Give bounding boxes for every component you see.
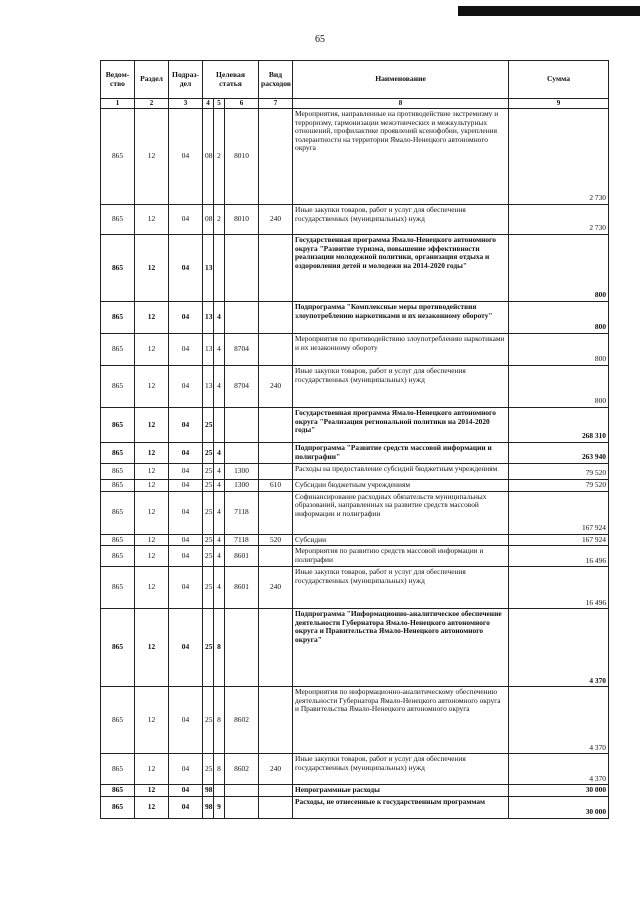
cell-razdel: 12 [135, 464, 169, 480]
cell-target-code [225, 796, 259, 818]
cell-ved: 865 [101, 785, 135, 797]
cell-expense-type [259, 796, 293, 818]
cell-target-code: 8010 [225, 109, 259, 205]
cell-target-subprogram: 4 [214, 480, 225, 492]
cell-name: Иные закупки товаров, работ и услуг для обеспечения государственных (муниципальных) нужд [293, 567, 509, 609]
cell-razdel: 12 [135, 109, 169, 205]
table-row [101, 491, 609, 534]
cell-ved: 865 [101, 109, 135, 205]
cell-name: Мероприятия по развитию средств массовой информации и полиграфии [293, 546, 509, 567]
table-row [101, 609, 609, 687]
cell-target-code: 1300 [225, 480, 259, 492]
cell-podrazdel: 04 [169, 443, 203, 464]
cell-name: Государственная программа Ямало-Ненецкого автономного округа "Развитие туризма, повышение эффективности реализации молодежной политики, организация отдыха и оздоровления детей и молодежи на 2014-2020 годы" [293, 235, 509, 302]
page-number: 65 [315, 34, 325, 45]
cell-sum: 800 [509, 302, 609, 334]
cell-podrazdel: 04 [169, 796, 203, 818]
cell-expense-type: 240 [259, 754, 293, 785]
cell-podrazdel: 04 [169, 302, 203, 334]
cell-podrazdel: 04 [169, 366, 203, 408]
cell-target-subprogram: 4 [214, 366, 225, 408]
cell-target-code: 8010 [225, 205, 259, 235]
cell-podrazdel: 04 [169, 334, 203, 366]
cell-target-program: 25 [203, 408, 214, 443]
cell-name: Иные закупки товаров, работ и услуг для обеспечения государственных (муниципальных) нужд [293, 205, 509, 235]
cell-target-subprogram: 9 [214, 796, 225, 818]
cell-target-code [225, 609, 259, 687]
cell-ved: 865 [101, 408, 135, 443]
cell-podrazdel: 04 [169, 408, 203, 443]
table-row [101, 302, 609, 334]
cell-target-program: 25 [203, 534, 214, 546]
cell-ved: 865 [101, 546, 135, 567]
cell-sum: 4 370 [509, 754, 609, 785]
cell-sum: 2 730 [509, 109, 609, 205]
col-number: 2 [135, 99, 169, 109]
table-body [101, 109, 609, 819]
cell-expense-type [259, 609, 293, 687]
table-row [101, 687, 609, 754]
cell-target-program: 98 [203, 796, 214, 818]
cell-target-code: 7118 [225, 491, 259, 534]
cell-sum: 2 730 [509, 205, 609, 235]
cell-sum: 800 [509, 334, 609, 366]
cell-razdel: 12 [135, 785, 169, 797]
cell-target-code: 8601 [225, 567, 259, 609]
cell-target-subprogram: 4 [214, 464, 225, 480]
cell-ved: 865 [101, 567, 135, 609]
table-row [101, 366, 609, 408]
cell-target-subprogram: 4 [214, 491, 225, 534]
cell-sum: 800 [509, 235, 609, 302]
cell-target-program: 13 [203, 334, 214, 366]
cell-name: Подпрограмма "Информационно-аналитическое обеспечение деятельности Губернатора Ямало-Ненецкого автономного округа и Правительства Ямало-Ненецкого автономного округа" [293, 609, 509, 687]
cell-ved: 865 [101, 754, 135, 785]
cell-name: Подпрограмма "Комплексные меры противодействия злоупотреблению наркотиками и их незаконному обороту" [293, 302, 509, 334]
table-row [101, 408, 609, 443]
cell-target-subprogram: 4 [214, 567, 225, 609]
cell-target-program: 25 [203, 754, 214, 785]
cell-expense-type [259, 464, 293, 480]
budget-table [100, 60, 609, 819]
table-row [101, 534, 609, 546]
cell-ved: 865 [101, 534, 135, 546]
cell-podrazdel: 04 [169, 480, 203, 492]
cell-target-code: 8601 [225, 546, 259, 567]
cell-name: Государственная программа Ямало-Ненецкого автономного округа "Реализация региональной политики на 2014-2020 годы" [293, 408, 509, 443]
cell-target-program: 25 [203, 464, 214, 480]
cell-ved: 865 [101, 334, 135, 366]
cell-name: Субсидии [293, 534, 509, 546]
cell-ved: 865 [101, 464, 135, 480]
cell-podrazdel: 04 [169, 235, 203, 302]
cell-sum: 16 496 [509, 567, 609, 609]
table-row [101, 205, 609, 235]
cell-sum: 30 000 [509, 785, 609, 797]
cell-target-code: 8704 [225, 334, 259, 366]
col-number: 3 [169, 99, 203, 109]
cell-name: Мероприятия по информационно-аналитическому обеспечению деятельности Губернатора Ямало-Ненецкого автономного округа и Правительства Ямало-Ненецкого автономного округа [293, 687, 509, 754]
cell-target-code: 1300 [225, 464, 259, 480]
cell-target-program: 13 [203, 366, 214, 408]
cell-target-subprogram: 2 [214, 109, 225, 205]
cell-podrazdel: 04 [169, 534, 203, 546]
cell-name: Софинансирование расходных обязательств муниципальных образований, направленных на развитие средств массовой информации и полиграфии [293, 491, 509, 534]
cell-razdel: 12 [135, 334, 169, 366]
cell-target-code: 8602 [225, 687, 259, 754]
cell-ved: 865 [101, 443, 135, 464]
cell-target-program: 08 [203, 109, 214, 205]
cell-razdel: 12 [135, 366, 169, 408]
cell-name: Расходы на предоставление субсидий бюджетным учреждениям [293, 464, 509, 480]
cell-expense-type [259, 235, 293, 302]
cell-ved: 865 [101, 687, 135, 754]
cell-target-code: 8704 [225, 366, 259, 408]
cell-ved: 865 [101, 205, 135, 235]
cell-razdel: 12 [135, 480, 169, 492]
cell-razdel: 12 [135, 534, 169, 546]
cell-target-program: 13 [203, 235, 214, 302]
cell-razdel: 12 [135, 609, 169, 687]
cell-target-subprogram [214, 235, 225, 302]
col-header-sum: Сумма [509, 61, 609, 99]
cell-razdel: 12 [135, 491, 169, 534]
cell-podrazdel: 04 [169, 546, 203, 567]
table-row [101, 480, 609, 492]
col-number: 5 [214, 99, 225, 109]
cell-target-code: 7118 [225, 534, 259, 546]
cell-expense-type: 240 [259, 205, 293, 235]
cell-target-subprogram: 8 [214, 609, 225, 687]
cell-expense-type: 240 [259, 366, 293, 408]
cell-razdel: 12 [135, 443, 169, 464]
cell-ved: 865 [101, 235, 135, 302]
cell-sum: 79 520 [509, 464, 609, 480]
scan-mark [458, 6, 640, 16]
cell-name: Непрограммные расходы [293, 785, 509, 797]
cell-podrazdel: 04 [169, 109, 203, 205]
cell-podrazdel: 04 [169, 785, 203, 797]
cell-sum: 263 940 [509, 443, 609, 464]
cell-name: Субсидии бюджетным учреждениям [293, 480, 509, 492]
cell-expense-type [259, 546, 293, 567]
cell-razdel: 12 [135, 408, 169, 443]
cell-name: Иные закупки товаров, работ и услуг для обеспечения государственных (муниципальных) нужд [293, 754, 509, 785]
cell-name: Мероприятия, направленные на противодействие экстремизму и терроризму, гармонизации межэтнических и межкультурных отношений, профилактике проявлений ксенофобии, укрепления толерантности на территории Ямало-Ненецкого автономного округа [293, 109, 509, 205]
cell-razdel: 12 [135, 687, 169, 754]
cell-name: Расходы, не отнесенные к государственным программам [293, 796, 509, 818]
cell-razdel: 12 [135, 302, 169, 334]
cell-expense-type [259, 408, 293, 443]
cell-podrazdel: 04 [169, 205, 203, 235]
cell-target-program: 25 [203, 567, 214, 609]
cell-target-subprogram: 8 [214, 687, 225, 754]
cell-podrazdel: 04 [169, 491, 203, 534]
cell-ved: 865 [101, 480, 135, 492]
cell-sum: 16 496 [509, 546, 609, 567]
table-row [101, 796, 609, 818]
table-row [101, 464, 609, 480]
cell-ved: 865 [101, 366, 135, 408]
col-number: 7 [259, 99, 293, 109]
cell-target-subprogram: 4 [214, 534, 225, 546]
cell-ved: 865 [101, 491, 135, 534]
header-row [101, 61, 609, 99]
cell-target-subprogram [214, 785, 225, 797]
cell-razdel: 12 [135, 567, 169, 609]
cell-target-subprogram: 4 [214, 443, 225, 464]
cell-target-program: 25 [203, 546, 214, 567]
cell-podrazdel: 04 [169, 687, 203, 754]
table-row [101, 235, 609, 302]
cell-target-code: 8602 [225, 754, 259, 785]
cell-target-subprogram: 4 [214, 334, 225, 366]
cell-razdel: 12 [135, 546, 169, 567]
cell-expense-type [259, 687, 293, 754]
cell-name: Подпрограмма "Развитие средств массовой информации и полиграфии" [293, 443, 509, 464]
col-header-celevaya: Целевая статья [203, 61, 259, 99]
cell-name: Иные закупки товаров, работ и услуг для обеспечения государственных (муниципальных) нужд [293, 366, 509, 408]
cell-expense-type [259, 443, 293, 464]
cell-razdel: 12 [135, 796, 169, 818]
cell-expense-type: 610 [259, 480, 293, 492]
col-number-row [101, 99, 609, 109]
cell-target-code [225, 785, 259, 797]
cell-podrazdel: 04 [169, 464, 203, 480]
col-number: 4 [203, 99, 214, 109]
cell-target-program: 98 [203, 785, 214, 797]
cell-target-program: 25 [203, 491, 214, 534]
col-number: 9 [509, 99, 609, 109]
cell-ved: 865 [101, 302, 135, 334]
cell-expense-type [259, 334, 293, 366]
cell-razdel: 12 [135, 235, 169, 302]
table-row [101, 546, 609, 567]
cell-podrazdel: 04 [169, 754, 203, 785]
cell-target-program: 25 [203, 687, 214, 754]
cell-expense-type [259, 785, 293, 797]
cell-sum: 268 310 [509, 408, 609, 443]
table-row [101, 109, 609, 205]
cell-target-subprogram: 4 [214, 546, 225, 567]
cell-sum: 800 [509, 366, 609, 408]
cell-target-code [225, 235, 259, 302]
col-header-name: Наименование [293, 61, 509, 99]
col-header-ved: Ведом-ство [101, 61, 135, 99]
cell-target-subprogram [214, 408, 225, 443]
cell-target-code [225, 302, 259, 334]
cell-expense-type [259, 109, 293, 205]
col-number: 8 [293, 99, 509, 109]
col-number: 1 [101, 99, 135, 109]
table-row [101, 443, 609, 464]
cell-sum: 167 924 [509, 534, 609, 546]
cell-target-subprogram: 2 [214, 205, 225, 235]
table-row [101, 754, 609, 785]
cell-target-program: 13 [203, 302, 214, 334]
cell-name: Мероприятия по противодействию злоупотреблению наркотиками и их незаконному обороту [293, 334, 509, 366]
cell-target-program: 25 [203, 443, 214, 464]
cell-razdel: 12 [135, 754, 169, 785]
cell-expense-type [259, 302, 293, 334]
cell-target-program: 08 [203, 205, 214, 235]
cell-sum: 79 520 [509, 480, 609, 492]
cell-target-code [225, 443, 259, 464]
col-header-razdel: Раздел [135, 61, 169, 99]
col-number: 6 [225, 99, 259, 109]
cell-target-code [225, 408, 259, 443]
cell-target-subprogram: 8 [214, 754, 225, 785]
cell-target-subprogram: 4 [214, 302, 225, 334]
cell-target-program: 25 [203, 609, 214, 687]
cell-razdel: 12 [135, 205, 169, 235]
cell-expense-type: 520 [259, 534, 293, 546]
cell-expense-type [259, 491, 293, 534]
table-row [101, 334, 609, 366]
cell-target-program: 25 [203, 480, 214, 492]
cell-podrazdel: 04 [169, 609, 203, 687]
cell-ved: 865 [101, 609, 135, 687]
cell-podrazdel: 04 [169, 567, 203, 609]
col-header-podrazdel: Подраз-дел [169, 61, 203, 99]
table-row [101, 785, 609, 797]
col-header-vid: Вид расходов [259, 61, 293, 99]
cell-sum: 167 924 [509, 491, 609, 534]
cell-expense-type: 240 [259, 567, 293, 609]
cell-ved: 865 [101, 796, 135, 818]
table-row [101, 567, 609, 609]
cell-sum: 4 370 [509, 687, 609, 754]
cell-sum: 30 000 [509, 796, 609, 818]
cell-sum: 4 370 [509, 609, 609, 687]
